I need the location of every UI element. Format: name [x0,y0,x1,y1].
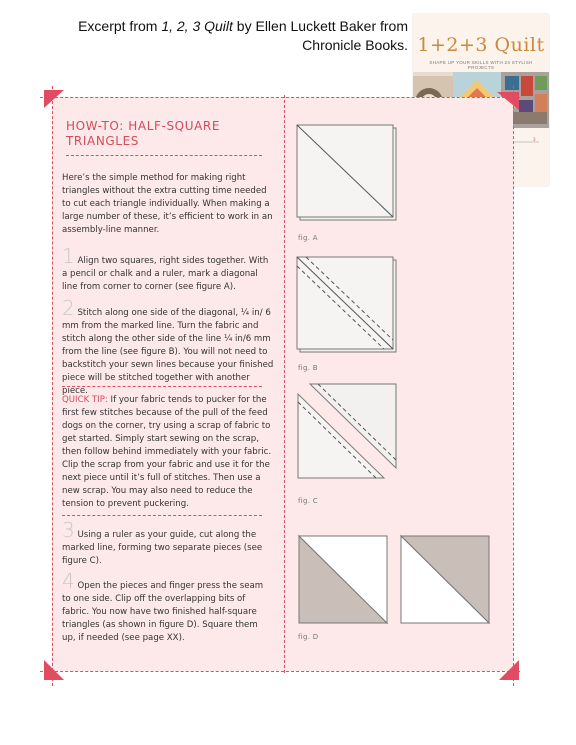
step-4-number: 4 [62,569,75,593]
figure-b-caption: fig. B [298,364,318,372]
cover-subtitle: SHAPE UP YOUR SKILLS WITH 24 STYLISH PROJECTS [429,60,533,70]
quick-tip [62,394,274,511]
corner-top-right [497,92,519,110]
step-2-text: Stitch along one side of the diagonal, ¼ in/ 6 mm from the marked line. Turn the fabric and stitch along the other side of the line ¼ in/6 mm from the line (see figure B). You will not need to backstitch your sewn lines because your finished piece will be stitched together with another piece. [62,308,274,396]
step-3-text: Using a ruler as your guide, cut along the marked line, forming two separate pieces (see figure C). [62,530,263,566]
excerpt-prefix: Excerpt from [78,18,162,34]
figure-b [296,256,400,356]
figure-c-caption: fig. C [298,497,318,505]
heading-rule [66,155,262,156]
intro-paragraph: Here’s the simple method for making right triangles without the extra cutting time needed to cut each triangle individually. When making a large number of these, it’s efficient to work in an assembly-line manner. [62,173,273,235]
tip-rule-top [62,386,262,387]
figure-c [296,382,400,482]
figure-d-caption: fig. D [298,633,319,641]
step-2 [62,296,274,398]
figure-a-caption: fig. A [298,234,318,242]
excerpt-suffix: by Ellen Luckett Baker from [232,18,408,34]
step-1-text: Align two squares, right sides together. With a pencil or chalk and a ruler, mark a diagonal line from corner to corner (see figure A). [62,256,269,292]
publisher-line: Chronicle Books. [302,37,408,53]
corner-bottom-right [499,660,519,680]
tip-rule-bottom [62,515,262,516]
corner-bottom-left [44,660,64,680]
step-1 [62,244,274,294]
step-1-number: 1 [62,244,75,268]
book-title: 1, 2, 3 Quilt [161,18,233,34]
step-3 [62,518,274,568]
step-2-number: 2 [62,296,75,320]
tip-label: QUICK TIP: [62,395,108,405]
figure-d [298,535,496,625]
tip-text: If your fabric tends to pucker for the first few stitches because of the pull of the feed dogs on the corner, try using a scrap of fabric to get started. Simply start sewing on the scrap, then follow behind immediately with your fabric. Clip the scrap from your fabric and use it for the next piece until it’s full of stitches. Then use a new scrap. You may also need to reduce the tension to prevent puckering. [62,395,272,509]
step-4 [62,569,274,645]
cover-step-3: 3 [533,138,536,143]
step-3-number: 3 [62,518,75,542]
figure-a [296,124,400,224]
corner-top-left [44,90,64,108]
article-heading: HOW-TO: HALF-SQUARE TRIANGLES [66,119,221,148]
step-4-text: Open the pieces and finger press the seam to one side. Clip off the overlapping bits of fabric. You now have two finished half-square triangles (as shown in figure D). Square them up, if needed (see page XX). [62,581,264,643]
cover-title: 1+2+3 Quilt [417,34,545,56]
